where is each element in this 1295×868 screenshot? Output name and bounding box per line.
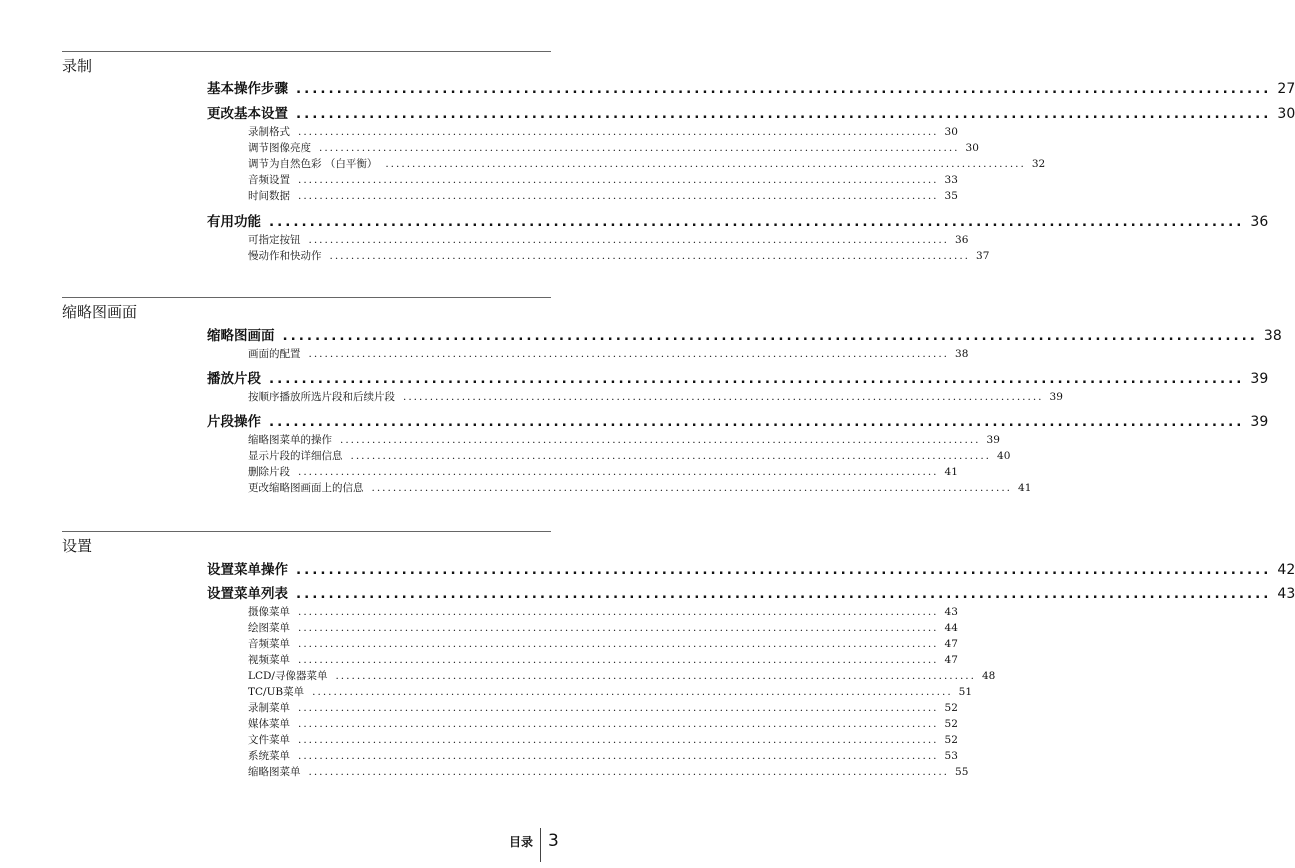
toc-sub-entry[interactable] xyxy=(207,684,973,700)
toc-sub-entry[interactable] xyxy=(207,140,979,156)
toc-sub-entry[interactable] xyxy=(207,652,958,668)
dot-leader: ........................................................................................................................ xyxy=(308,766,950,778)
toc-main-entry[interactable] xyxy=(207,369,1269,389)
toc-main-entry[interactable] xyxy=(207,560,1295,580)
dot-leader: ........................................................................................................................ xyxy=(385,158,1026,170)
entry-page-number: 35 xyxy=(944,190,958,202)
dot-leader: ........................................................................................................................ xyxy=(282,328,1258,344)
toc-sub-entry[interactable] xyxy=(207,448,1011,464)
dot-leader: ........................................................................................................................ xyxy=(308,234,950,246)
toc-section xyxy=(62,51,551,76)
toc-sub-entry[interactable] xyxy=(207,172,958,188)
entry-page-number: 55 xyxy=(955,766,969,778)
entry-label: 缩略图菜单 xyxy=(248,766,301,778)
entry-page-number: 30 xyxy=(965,142,979,154)
entry-label: 缩略图菜单的操作 xyxy=(248,434,332,446)
entry-page-number: 52 xyxy=(944,734,958,746)
entry-label: 时间数据 xyxy=(248,190,290,202)
toc-main-entry[interactable] xyxy=(207,79,1295,99)
toc-group xyxy=(207,79,1295,99)
entry-label: 录制格式 xyxy=(248,126,290,138)
toc-group xyxy=(207,212,1269,264)
dot-leader: ........................................................................................................................ xyxy=(298,734,939,746)
entry-page-number: 41 xyxy=(944,466,958,478)
entry-label: 音频设置 xyxy=(248,174,290,186)
dot-leader: ........................................................................................................................ xyxy=(350,450,992,462)
dot-leader: ........................................................................................................................ xyxy=(296,586,1272,602)
toc-sub-entry[interactable] xyxy=(207,668,996,684)
toc-section xyxy=(62,531,551,556)
dot-leader: ........................................................................................................................ xyxy=(298,606,939,618)
entry-label: LCD/寻像器菜单 xyxy=(248,670,328,682)
dot-leader: ........................................................................................................................ xyxy=(329,250,971,262)
toc-sub-entry[interactable] xyxy=(207,716,958,732)
dot-leader: ........................................................................................................................ xyxy=(298,174,939,186)
entry-label: 摄像菜单 xyxy=(248,606,290,618)
toc-sub-entry[interactable] xyxy=(207,156,1046,172)
toc-sub-entry[interactable] xyxy=(207,232,969,248)
toc-sub-entry[interactable] xyxy=(207,248,990,264)
dot-leader: ........................................................................................................................ xyxy=(298,702,939,714)
entry-label: 缩略图画面 xyxy=(207,328,275,344)
entry-label: 基本操作步骤 xyxy=(207,81,288,97)
entry-page-number: 30 xyxy=(944,126,958,138)
dot-leader: ........................................................................................................................ xyxy=(335,670,976,682)
entry-label: 调节图像亮度 xyxy=(248,142,311,154)
section-title: 录制 xyxy=(62,57,93,75)
dot-leader: ........................................................................................................................ xyxy=(319,142,960,154)
entry-label: 文件菜单 xyxy=(248,734,290,746)
entry-label: 调节为自然色彩 （白平衡） xyxy=(248,158,378,170)
page-footer xyxy=(509,828,559,854)
toc-group xyxy=(207,104,1295,204)
entry-label: 画面的配置 xyxy=(248,348,301,360)
entry-label: 音频菜单 xyxy=(248,638,290,650)
entry-page-number: 36 xyxy=(1250,214,1269,230)
dot-leader: ........................................................................................................................ xyxy=(298,622,939,634)
toc-main-entry[interactable] xyxy=(207,584,1295,604)
entry-page-number: 39 xyxy=(1250,414,1269,430)
entry-label: 更改基本设置 xyxy=(207,106,288,122)
entry-label: 系统菜单 xyxy=(248,750,290,762)
dot-leader: ........................................................................................................................ xyxy=(269,371,1245,387)
entry-label: 可指定按钮 xyxy=(248,234,301,246)
entry-label: 录制菜单 xyxy=(248,702,290,714)
dot-leader: ........................................................................................................................ xyxy=(371,482,1013,494)
entry-label: 播放片段 xyxy=(207,371,261,387)
entry-page-number: 32 xyxy=(1031,158,1046,170)
toc-main-entry[interactable] xyxy=(207,412,1269,432)
entry-label: 慢动作和快动作 xyxy=(248,250,322,262)
entry-page-number: 53 xyxy=(944,750,958,762)
toc-group xyxy=(207,584,1295,780)
toc-sub-entry[interactable] xyxy=(207,464,958,480)
entry-page-number: 39 xyxy=(1049,391,1063,403)
entry-page-number: 52 xyxy=(944,718,958,730)
dot-leader: ........................................................................................................................ xyxy=(298,718,939,730)
entry-label: 显示片段的详细信息 xyxy=(248,450,343,462)
dot-leader: ........................................................................................................................ xyxy=(403,391,1044,403)
entry-label: 更改缩略图画面上的信息 xyxy=(248,482,364,494)
entry-page-number: 43 xyxy=(1277,586,1295,602)
dot-leader: ........................................................................................................................ xyxy=(298,638,939,650)
dot-leader: ........................................................................................................................ xyxy=(298,466,939,478)
entry-page-number: 33 xyxy=(944,174,958,186)
toc-sub-entry[interactable] xyxy=(207,124,958,140)
entry-page-number: 39 xyxy=(986,434,1000,446)
dot-leader: ........................................................................................................................ xyxy=(269,414,1245,430)
dot-leader: ........................................................................................................................ xyxy=(298,654,939,666)
section-title: 设置 xyxy=(62,537,93,555)
dot-leader: ........................................................................................................................ xyxy=(340,434,981,446)
toc-sub-entry[interactable] xyxy=(207,188,958,204)
entry-page-number: 39 xyxy=(1250,371,1269,387)
entry-label: 绘图菜单 xyxy=(248,622,290,634)
toc-sub-entry[interactable] xyxy=(207,764,969,780)
entry-label: TC/UB菜单 xyxy=(248,686,305,698)
dot-leader: ........................................................................................................................ xyxy=(296,106,1272,122)
toc-group xyxy=(207,560,1295,580)
entry-page-number: 42 xyxy=(1277,562,1295,578)
toc-sub-entry[interactable] xyxy=(207,748,958,764)
entry-label: 媒体菜单 xyxy=(248,718,290,730)
entry-page-number: 52 xyxy=(944,702,958,714)
section-divider xyxy=(62,531,551,532)
toc-sub-entry[interactable] xyxy=(207,480,1032,496)
toc-group xyxy=(207,326,1282,362)
dot-leader: ........................................................................................................................ xyxy=(269,214,1245,230)
entry-page-number: 36 xyxy=(955,234,969,246)
dot-leader: ........................................................................................................................ xyxy=(312,686,953,698)
section-title: 缩略图画面 xyxy=(62,303,138,321)
entry-page-number: 41 xyxy=(1018,482,1032,494)
toc-section xyxy=(62,297,551,322)
footer-label: 目录 xyxy=(509,834,534,849)
entry-label: 删除片段 xyxy=(248,466,290,478)
entry-page-number: 38 xyxy=(1263,328,1282,344)
dot-leader: ........................................................................................................................ xyxy=(296,562,1272,578)
toc-sub-entry[interactable] xyxy=(207,636,958,652)
entry-page-number: 47 xyxy=(944,638,958,650)
toc-group xyxy=(207,412,1269,496)
entry-page-number: 38 xyxy=(955,348,969,360)
entry-label: 片段操作 xyxy=(207,414,261,430)
entry-page-number: 48 xyxy=(982,670,996,682)
entry-page-number: 47 xyxy=(944,654,958,666)
entry-page-number: 30 xyxy=(1277,106,1295,122)
entry-page-number: 40 xyxy=(997,450,1011,462)
entry-page-number: 37 xyxy=(976,250,990,262)
entry-label: 设置菜单操作 xyxy=(207,562,288,578)
entry-label: 视频菜单 xyxy=(248,654,290,666)
toc-sub-entry[interactable] xyxy=(207,700,958,716)
entry-label: 有用功能 xyxy=(207,214,261,230)
section-divider xyxy=(62,51,551,52)
toc-sub-entry[interactable] xyxy=(207,346,969,362)
entry-page-number: 27 xyxy=(1277,81,1295,97)
toc-sub-entry[interactable] xyxy=(207,432,1000,448)
page-number: 3 xyxy=(548,831,559,851)
dot-leader: ........................................................................................................................ xyxy=(298,126,939,138)
dot-leader: ........................................................................................................................ xyxy=(296,81,1272,97)
entry-label: 按顺序播放所选片段和后续片段 xyxy=(248,391,395,403)
toc-main-entry[interactable] xyxy=(207,104,1295,124)
toc-sub-entry[interactable] xyxy=(207,389,1063,405)
toc-main-entry[interactable] xyxy=(207,212,1269,232)
toc-sub-entry[interactable] xyxy=(207,732,958,748)
entry-label: 设置菜单列表 xyxy=(207,586,288,602)
dot-leader: ........................................................................................................................ xyxy=(308,348,950,360)
dot-leader: ........................................................................................................................ xyxy=(298,750,939,762)
section-divider xyxy=(62,297,551,298)
toc-sub-entry[interactable] xyxy=(207,620,958,636)
toc-group xyxy=(207,369,1269,405)
toc-sub-entry[interactable] xyxy=(207,604,958,620)
toc-main-entry[interactable] xyxy=(207,326,1282,346)
dot-leader: ........................................................................................................................ xyxy=(298,190,939,202)
entry-page-number: 44 xyxy=(944,622,958,634)
entry-page-number: 43 xyxy=(944,606,958,618)
entry-page-number: 51 xyxy=(958,686,973,698)
